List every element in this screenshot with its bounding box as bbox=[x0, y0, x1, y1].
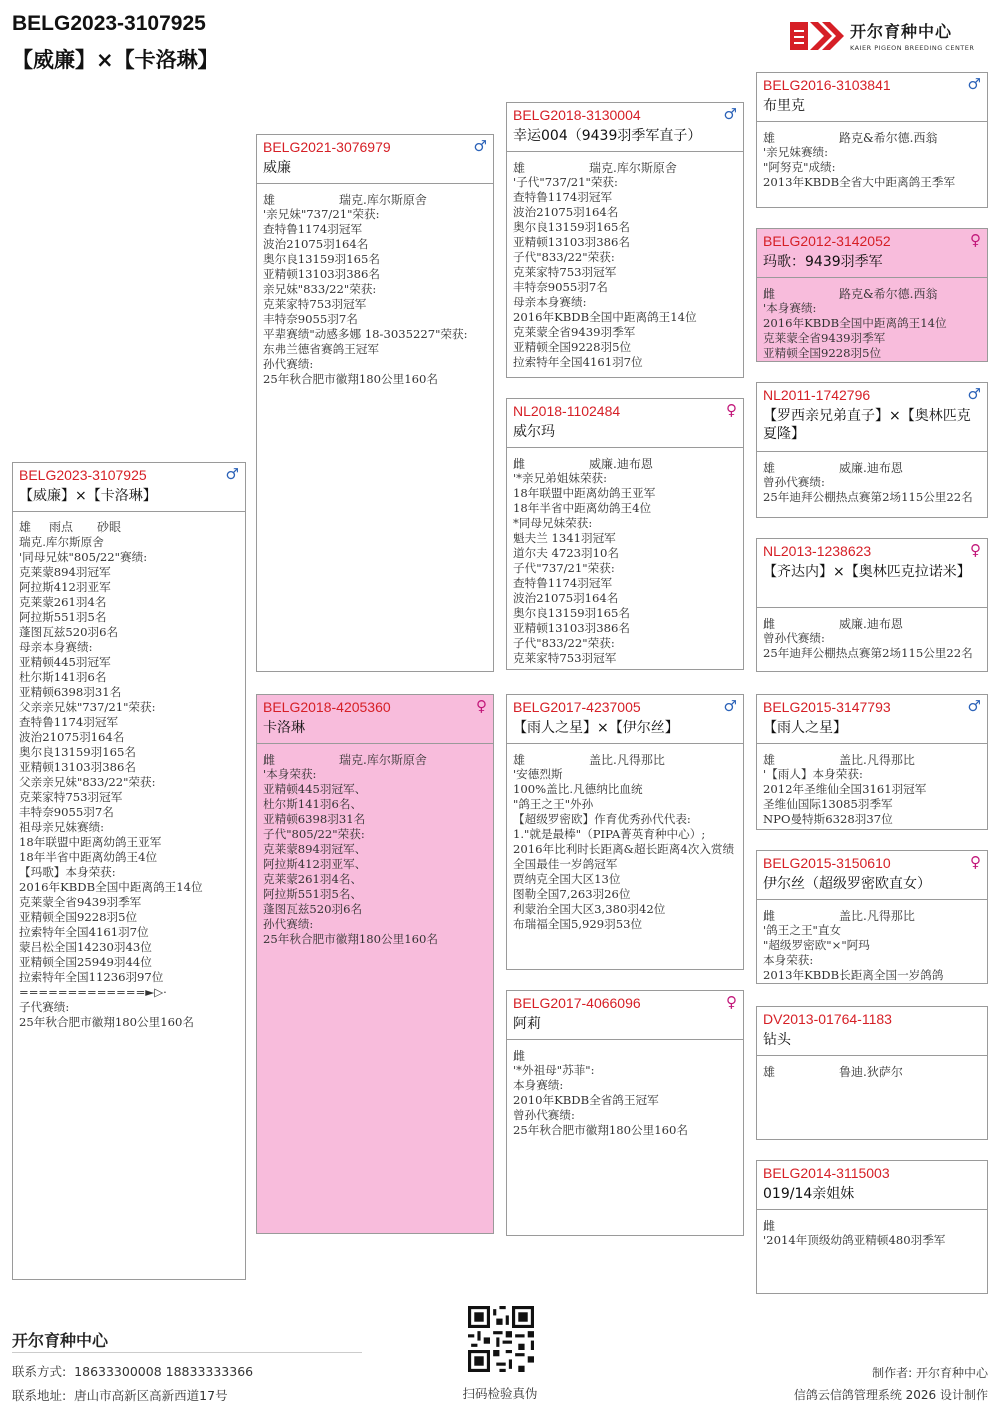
sire-sire-dam-card bbox=[756, 228, 988, 362]
owner: 威廉.迪布恩 bbox=[589, 457, 653, 471]
brand-logo-icon bbox=[788, 16, 846, 56]
dam-sire-sire-card bbox=[756, 694, 988, 830]
contact-line bbox=[12, 1362, 253, 1380]
pigeon-notes: '鸽王之王"直女 "超级罗密欧"×"阿玛 本身荣获: 2013年KBDB长距离全国一岁鸽鸽 bbox=[763, 923, 944, 982]
divider bbox=[257, 743, 493, 744]
ring-number: BELG2017-4237005 bbox=[513, 699, 641, 715]
male-icon: ♂ bbox=[723, 105, 737, 123]
pigeon-meta bbox=[763, 1063, 981, 1080]
ring-number: BELG2021-3076979 bbox=[263, 139, 391, 155]
pigeon-name: 威廉 bbox=[263, 160, 291, 176]
contact-label: 联系方式: bbox=[12, 1364, 67, 1379]
sex-label: 雄 bbox=[513, 161, 526, 175]
pigeon-name: 卡洛琳 bbox=[263, 720, 305, 736]
sex-label: 雄 bbox=[763, 131, 776, 145]
owner: 盖比.凡得那比 bbox=[589, 753, 665, 767]
divider bbox=[507, 447, 743, 448]
ring-number: NL2013-1238623 bbox=[763, 543, 872, 559]
owner: 盖比.凡得那比 bbox=[839, 753, 915, 767]
pigeon-name: 【罗西亲兄弟直子】×【奥林匹克夏隆】 bbox=[763, 408, 971, 442]
divider bbox=[757, 121, 987, 122]
pigeon-name: 伊尔丝（超级罗密欧直女） bbox=[763, 876, 931, 892]
maker-credit: 制作者: 开尔育种中心 bbox=[872, 1366, 988, 1380]
pigeon-meta bbox=[763, 285, 981, 302]
male-icon: ♂ bbox=[967, 697, 981, 715]
sire-dam-sire-card bbox=[756, 382, 988, 518]
subject-card bbox=[12, 462, 246, 1280]
pigeon-meta bbox=[763, 129, 981, 146]
pigeon-notes: '亲兄妹赛绩: "阿努克"成绩: 2013年KBDB全省大中距离鸽王季军 bbox=[763, 145, 956, 189]
ring-number: BELG2018-3130004 bbox=[513, 107, 641, 123]
owner: 瑞克.库尔斯原舍 bbox=[589, 161, 677, 175]
owner: 鲁迪.狄萨尔 bbox=[839, 1065, 903, 1079]
male-icon: ♂ bbox=[473, 137, 487, 155]
pigeon-name: 幸运004（9439羽季军直子） bbox=[513, 128, 702, 144]
female-icon: ♀ bbox=[970, 231, 981, 249]
pigeon-notes: '*外祖母"苏菲": 本身赛绩: 2010年KBDB全省鸽王冠军 曾孙代赛绩: 25年秋合肥市徽翔180公里160名 bbox=[513, 1063, 688, 1137]
qr-label: 扫码检验真伪 bbox=[462, 1386, 538, 1401]
system-credit: 信鸽云信鸽管理系统 2026 设计制作 bbox=[793, 1388, 988, 1402]
sex-label: 雄 bbox=[19, 520, 32, 534]
address-value: 唐山市高新区高新西道17号 bbox=[74, 1388, 228, 1403]
pigeon-name: 【雨人之星】 bbox=[763, 720, 847, 736]
divider bbox=[757, 743, 987, 744]
divider bbox=[757, 1209, 987, 1210]
ring-number: BELG2016-3103841 bbox=[763, 77, 891, 93]
pigeon-name: 布里克 bbox=[763, 98, 805, 114]
female-icon: ♀ bbox=[970, 853, 981, 871]
footer-divider bbox=[12, 1352, 362, 1353]
ring-number: BELG2017-4066096 bbox=[513, 995, 641, 1011]
pigeon-meta bbox=[513, 159, 737, 176]
divider bbox=[757, 899, 987, 900]
pigeon-name: 【威廉】×【卡洛琳】 bbox=[19, 488, 157, 504]
pigeon-meta bbox=[763, 751, 981, 768]
pigeon-name: 威尔玛 bbox=[513, 424, 555, 440]
pigeon-notes: '本身荣获: 亚精顿445羽冠军、 杜尔斯141羽6名、 亚精顿6398羽31名 子代"805/22"荣获: 克莱蒙894羽冠军、 阿拉斯412羽亚军、 克莱蒙261羽4名、 阿拉斯551羽5名、 蓬图瓦兹520羽6名 孙代赛绩: 25年秋合肥市徽翔180公里160名 bbox=[263, 767, 438, 946]
dam-dam-dam-card bbox=[756, 1160, 988, 1294]
pigeon-meta bbox=[513, 455, 737, 472]
sex-label: 雌 bbox=[513, 457, 526, 471]
pigeon-notes: '*亲兄弟姐妹荣获: 18年联盟中距离幼鸽王亚军 18年半省中距离幼鸽王4位 *同母兄妹荣获: 魁夫兰 1341羽冠军 道尔夫 4723羽10名 子代"737/21"荣获: 查特鲁1174羽冠军 波治21075羽164名 奥尔良13159羽165名 亚精顿13103羽386名 子代"833/22"荣获: 克莱家特753羽冠军 bbox=[513, 471, 656, 665]
pigeon-meta bbox=[513, 751, 737, 768]
sex-label: 雌 bbox=[763, 287, 776, 301]
pigeon-notes: '安德烈斯 100%盖比.凡德纳比血统 "鸽王之王"外孙 【超级罗密欧】作育优秀孙代代表: 1."就是最棒"（PIPA菁英育种中心）; 2016年比利时长距离&超长距离4次入赏绩全国最佳一岁鸽冠军 贾纳克全国大区13位 图勒全国7,263羽26位 利蒙治全国大区3,380羽42位 布瑞福全国5,929羽53位 bbox=[513, 767, 735, 931]
female-icon: ♀ bbox=[726, 993, 737, 1011]
pigeon-notes: '【雨人】本身荣获: 2012年圣维仙全国3161羽冠军 圣维仙国际13085羽季军 NPO曼特斯6328羽37位 bbox=[763, 767, 927, 826]
pigeon-notes: '2014年顶级幼鸽亚精顿480羽季军 bbox=[763, 1233, 946, 1247]
pigeon-meta bbox=[763, 1217, 981, 1234]
male-icon: ♂ bbox=[967, 75, 981, 93]
address-label: 联系地址: bbox=[12, 1388, 67, 1403]
pigeon-name: 钻头 bbox=[763, 1032, 791, 1048]
ring-number: BELG2012-3142052 bbox=[763, 233, 891, 249]
owner: 路克&希尔德.西翁 bbox=[839, 287, 938, 301]
dam-dam-card bbox=[506, 990, 744, 1236]
pedigree-title: 【威廉】×【卡洛琳】 bbox=[12, 48, 219, 72]
divider bbox=[13, 511, 245, 512]
ring-number: NL2011-1742796 bbox=[763, 387, 871, 403]
owner: 威廉.迪布恩 bbox=[839, 617, 903, 631]
pigeon-notes: 曾孙代赛绩: 25年迪拜公棚热点赛第2场115公里22名 bbox=[763, 475, 973, 504]
divider bbox=[507, 151, 743, 152]
divider bbox=[507, 743, 743, 744]
footer-title: 开尔育种中心 bbox=[12, 1331, 109, 1350]
female-icon: ♀ bbox=[476, 697, 487, 715]
pigeon-name: 阿莉 bbox=[513, 1016, 541, 1032]
pigeon-notes: '本身赛绩: 2016年KBDB全国中距离鸽王14位 克莱蒙全省9439羽季军 亚精顿全国9228羽5位 bbox=[763, 301, 947, 360]
sex-label: 雌 bbox=[763, 1219, 776, 1233]
divider bbox=[257, 183, 493, 184]
sex-label: 雄 bbox=[263, 193, 276, 207]
sex-label: 雄 bbox=[763, 753, 776, 767]
pigeon-name: 玛歌：9439羽季军 bbox=[763, 254, 883, 270]
dam-dam-sire-card bbox=[756, 1006, 988, 1140]
divider bbox=[757, 607, 987, 608]
pedigree-ring-number: BELG2023-3107925 bbox=[12, 12, 206, 35]
contact-phone: 18633300008 18833333366 bbox=[74, 1364, 254, 1379]
pigeon-notes: 瑞克.库尔斯原舍 '同母兄妹"805/22"赛绩: 克莱蒙894羽冠军 阿拉斯412羽亚军 克莱蒙261羽4名 阿拉斯551羽5名 蓬图瓦兹520羽6名 母亲本身赛绩: 亚精顿445羽冠军 杜尔斯141羽6名 亚精顿6398羽31名 父亲亲兄妹"737/21"荣获: 查特鲁1174羽冠军 波治21075羽164名 奥尔良13159羽165名 亚精顿13103羽386名 父亲亲兄妹"833/22"荣获: 克莱家特753羽冠军 丰特奈9055羽7名 祖母亲兄妹赛绩: 18年联盟中距离幼鸽王亚军 18年半省中距离幼鸽王4位 【玛歌】本身荣获: 2016年KBDB全国中距离鸽王14位 克莱蒙全省9439羽季军 亚精顿全国9228羽5位 拉索特年全国4161羽7位 蒙吕松全国14230羽43位 亚精顿全国25949羽44位 拉索特年全国11236羽97位 =============►▷· 子代赛绩: 25年秋合肥市徽翔180公里160名 bbox=[19, 535, 203, 1029]
ring-number: DV2013-01764-1183 bbox=[763, 1011, 892, 1027]
divider bbox=[757, 277, 987, 278]
pigeon-name: 【齐达内】×【奥林匹克拉诺米】 bbox=[763, 564, 971, 580]
owner: 威廉.迪布恩 bbox=[839, 461, 903, 475]
sex-label: 雌 bbox=[763, 617, 776, 631]
sire-dam-card bbox=[506, 398, 744, 670]
sire-sire-sire-card bbox=[756, 72, 988, 208]
ring-number: BELG2018-4205360 bbox=[263, 699, 391, 715]
dam-card bbox=[256, 694, 494, 1234]
owner: 雨点 砂眼 bbox=[49, 520, 122, 534]
sire-dam-dam-card bbox=[756, 538, 988, 672]
ring-number: BELG2015-3150610 bbox=[763, 855, 891, 871]
pigeon-meta bbox=[763, 907, 981, 924]
sire-card bbox=[256, 134, 494, 672]
owner: 瑞克.库尔斯原舍 bbox=[339, 193, 427, 207]
qr-code[interactable] bbox=[468, 1306, 534, 1372]
pigeon-notes: 曾孙代赛绩: 25年迪拜公棚热点赛第2场115公里22名 bbox=[763, 631, 973, 660]
address-line bbox=[12, 1386, 228, 1404]
owner: 路克&希尔德.西翁 bbox=[839, 131, 938, 145]
male-icon: ♂ bbox=[723, 697, 737, 715]
male-icon: ♂ bbox=[967, 385, 981, 403]
female-icon: ♀ bbox=[726, 401, 737, 419]
ring-number: BELG2023-3107925 bbox=[19, 467, 147, 483]
pigeon-notes: '子代"737/21"荣获: 查特鲁1174羽冠军 波治21075羽164名 奥尔良13159羽165名 亚精顿13103羽386名 子代"833/22"荣获: 克莱家特753羽冠军 丰特奈9055羽7名 母亲本身赛绩: 2016年KBDB全国中距离鸽王14位 克莱蒙全省9439羽季军 亚精顿全国9228羽5位 拉索特年全国4161羽7位 bbox=[513, 175, 697, 369]
brand-name-english: KAIER PIGEON BREEDING CENTER bbox=[850, 44, 975, 52]
pigeon-meta bbox=[19, 518, 239, 535]
divider bbox=[507, 1039, 743, 1040]
dam-sire-dam-card bbox=[756, 850, 988, 984]
ring-number: BELG2015-3147793 bbox=[763, 699, 891, 715]
pigeon-notes: '亲兄妹"737/21"荣获: 查特鲁1174羽冠军 波治21075羽164名 奥尔良13159羽165名 亚精顿13103羽386名 亲兄妹"833/22"荣获: 克莱家特753羽冠军 丰特奈9055羽7名 平辈赛绩"动感多娜 18-3035227"荣获: 东弗兰德省赛鸽王冠军 孙代赛绩: 25年秋合肥市徽翔180公里160名 bbox=[263, 207, 468, 386]
male-icon: ♂ bbox=[225, 465, 239, 483]
sex-label: 雌 bbox=[263, 753, 276, 767]
sex-label: 雄 bbox=[513, 753, 526, 767]
pigeon-meta bbox=[763, 459, 981, 476]
pigeon-meta bbox=[263, 191, 487, 208]
pigeon-name: 019/14亲姐妹 bbox=[763, 1186, 855, 1202]
brand-logo bbox=[788, 16, 988, 58]
pigeon-meta bbox=[763, 615, 981, 632]
pigeon-meta bbox=[513, 1047, 737, 1064]
brand-name: 开尔育种中心 bbox=[850, 22, 953, 41]
sex-label: 雌 bbox=[513, 1049, 526, 1063]
female-icon: ♀ bbox=[970, 541, 981, 559]
sex-label: 雌 bbox=[763, 909, 776, 923]
sire-sire-card bbox=[506, 102, 744, 378]
owner: 瑞克.库尔斯原舍 bbox=[339, 753, 427, 767]
sex-label: 雄 bbox=[763, 1065, 776, 1079]
ring-number: NL2018-1102484 bbox=[513, 403, 621, 419]
sex-label: 雄 bbox=[763, 461, 776, 475]
divider bbox=[757, 451, 987, 452]
owner: 盖比.凡得那比 bbox=[839, 909, 915, 923]
ring-number: BELG2014-3115003 bbox=[763, 1165, 890, 1181]
pigeon-meta bbox=[263, 751, 487, 768]
divider bbox=[757, 1055, 987, 1056]
pigeon-name: 【雨人之星】×【伊尔丝】 bbox=[513, 720, 679, 736]
dam-sire-card bbox=[506, 694, 744, 970]
